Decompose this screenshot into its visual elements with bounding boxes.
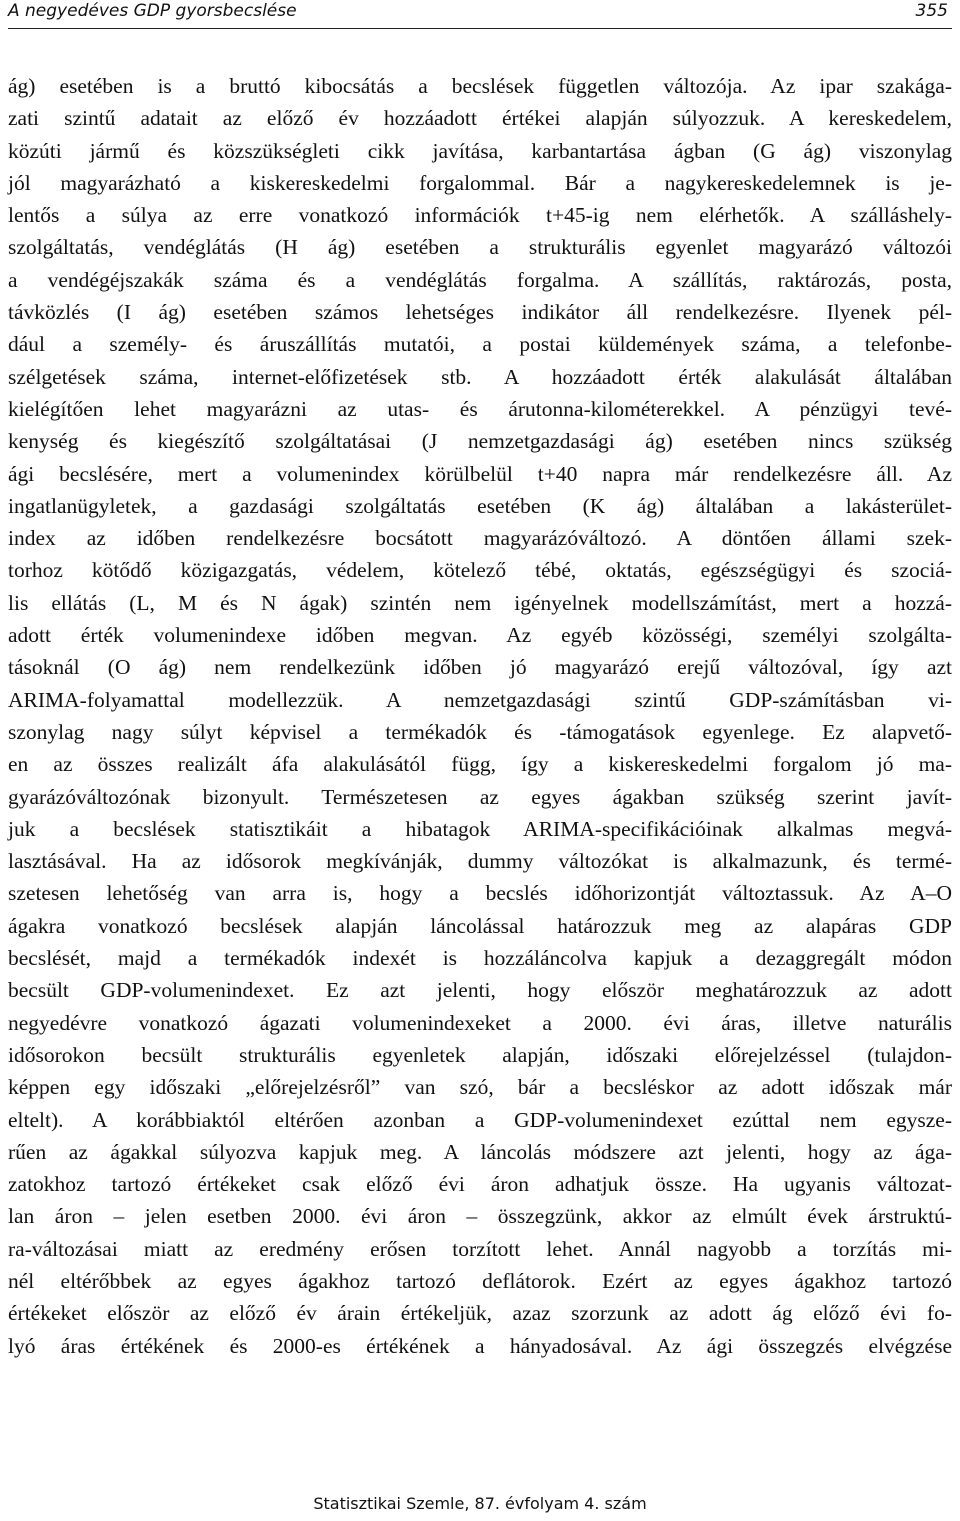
text-line: szolgáltatás, vendéglátás (H ág) esetében a strukturális egyenlet magyarázó változói: [8, 235, 952, 260]
text-line: tásoknál (O ág) nem rendelkezünk időben jó magyarázó erejű változóval, így azt: [8, 655, 952, 680]
text-line: juk a becslések statisztikáit a hibatagok ARIMA-specifikációinak alkalmas megvá-: [8, 816, 952, 841]
text-line: nél eltérőbbek az egyes ágakhoz tartozó deflátorok. Ezért az egyes ágakhoz tartozó: [8, 1268, 952, 1293]
running-header: [8, 0, 952, 29]
text-line: becsült GDP-volumenindexet. Ez azt jelenti, hogy először meghatározzuk az adott: [8, 978, 952, 1003]
running-footer: Statisztikai Szemle, 87. évfolyam 4. szám: [313, 1494, 647, 1513]
text-line: adott érték volumenindexe időben megvan. Az egyéb közösségi, személyi szolgálta-: [8, 623, 952, 648]
text-line: eltelt). A korábbiaktól eltérően azonban a GDP-volumenindexet ezúttal nem egysze-: [8, 1107, 952, 1132]
text-line: értékeket először az előző év árain értékeljük, azaz szorzunk az adott ág előző évi fo-: [8, 1301, 952, 1326]
text-line: a vendégéjszakák száma és a vendéglátás forgalma. A szállítás, raktározás, posta,: [8, 267, 952, 292]
text-line: szélgetések száma, internet-előfizetések stb. A hozzáadott érték alakulását általában: [8, 364, 952, 389]
text-line: index az időben rendelkezésre bocsátott magyarázóváltozó. A döntően állami szek-: [8, 526, 952, 551]
text-line: képpen egy időszaki „előrejelzésről” van szó, bár a becsléskor az adott időszak már: [8, 1075, 952, 1100]
text-line: idősorokon becsült strukturális egyenletek alapján, időszaki előrejelzéssel (tulajdon-: [8, 1042, 952, 1067]
text-line: szetesen lehetőség van arra is, hogy a becslés időhorizontját változtassuk. Az A–O: [8, 881, 952, 906]
text-line: dául a személy- és áruszállítás mutatói, a postai küldemények száma, a telefonbe-: [8, 332, 952, 357]
text-line: kielégítően lehet magyarázni az utas- és árutonna-kilométerekkel. A pénzügyi tevé-: [8, 396, 952, 421]
text-line: távközlés (I ág) esetében számos lehetséges indikátor áll rendelkezésre. Ilyenek pél-: [8, 300, 952, 325]
page-number: 355: [915, 1, 948, 21]
text-line: lyó áras értékének és 2000-es értékének a hányadosával. Az ági összegzés elvégzése: [8, 1333, 952, 1358]
text-line: ági becslésére, mert a volumenindex körülbelül t+40 napra már rendelkezésre áll. Az: [8, 461, 952, 486]
body-paragraph: [8, 70, 952, 1362]
text-line: becslését, majd a termékadók indexét is hozzáláncolva kapjuk a dezaggregált módon: [8, 946, 952, 971]
text-line: közúti jármű és közszükségleti cikk javítása, karbantartása ágban (G ág) viszonylag: [8, 138, 952, 163]
text-line: lentős a súlya az erre vonatkozó információk t+45-ig nem elérhetők. A szálláshely-: [8, 203, 952, 228]
text-line: ingatlanügyletek, a gazdasági szolgáltatás esetében (K ág) általában a lakásterület-: [8, 493, 952, 518]
running-title: A negyedéves GDP gyorsbecslése: [8, 1, 297, 21]
text-line: en az összes realizált áfa alakulásától függ, így a kiskereskedelmi forgalom jó ma-: [8, 752, 952, 777]
text-line: szonylag nagy súlyt képvisel a termékadók és -támogatások egyenlege. Ez alapvető-: [8, 719, 952, 744]
text-line: zatokhoz tartozó értékeket csak előző évi áron adhatjuk össze. Ha ugyanis változat-: [8, 1172, 952, 1197]
text-line: rűen az ágakkal súlyozva kapjuk meg. A láncolás módszere azt jelenti, hogy az ága-: [8, 1139, 952, 1164]
text-line: ARIMA-folyamattal modellezzük. A nemzetgazdasági szintű GDP-számításban vi-: [8, 687, 952, 712]
text-line: ra-változásai miatt az eredmény erősen torzított lehet. Annál nagyobb a torzítás mi-: [8, 1236, 952, 1261]
text-line: torhoz kötődő közigazgatás, védelem, kötelező tébé, oktatás, egészségügyi és szociá-: [8, 558, 952, 583]
text-line: zati szintű adatait az előző év hozzáadott értékei alapján súlyozzuk. A kereskedelem,: [8, 106, 952, 131]
text-line: jól magyarázható a kiskereskedelmi forgalommal. Bár a nagykereskedelemnek is je-: [8, 170, 952, 195]
text-line: gyarázóváltozónak bizonyult. Természetesen az egyes ágakban szükség szerint javít-: [8, 784, 952, 809]
text-line: lis ellátás (L, M és N ágak) szintén nem igényelnek modellszámítást, mert a hozzá-: [8, 590, 952, 615]
text-line: ág) esetében is a bruttó kibocsátás a becslések független változója. Az ipar szakága-: [8, 74, 952, 98]
text-line: lan áron – jelen esetben 2000. évi áron – összegzünk, akkor az elmúlt évek árstruktú-: [8, 1204, 952, 1229]
text-line: ágakra vonatkozó becslések alapján láncolással határozzuk meg az alapáras GDP: [8, 913, 952, 938]
text-line: kenység és kiegészítő szolgáltatásai (J nemzetgazdasági ág) esetében nincs szükség: [8, 429, 952, 454]
text-line: negyedévre vonatkozó ágazati volumenindexeket a 2000. évi áras, illetve naturális: [8, 1010, 952, 1035]
text-line: lasztásával. Ha az idősorok megkívánják, dummy változókat is alkalmazunk, és termé-: [8, 849, 952, 874]
